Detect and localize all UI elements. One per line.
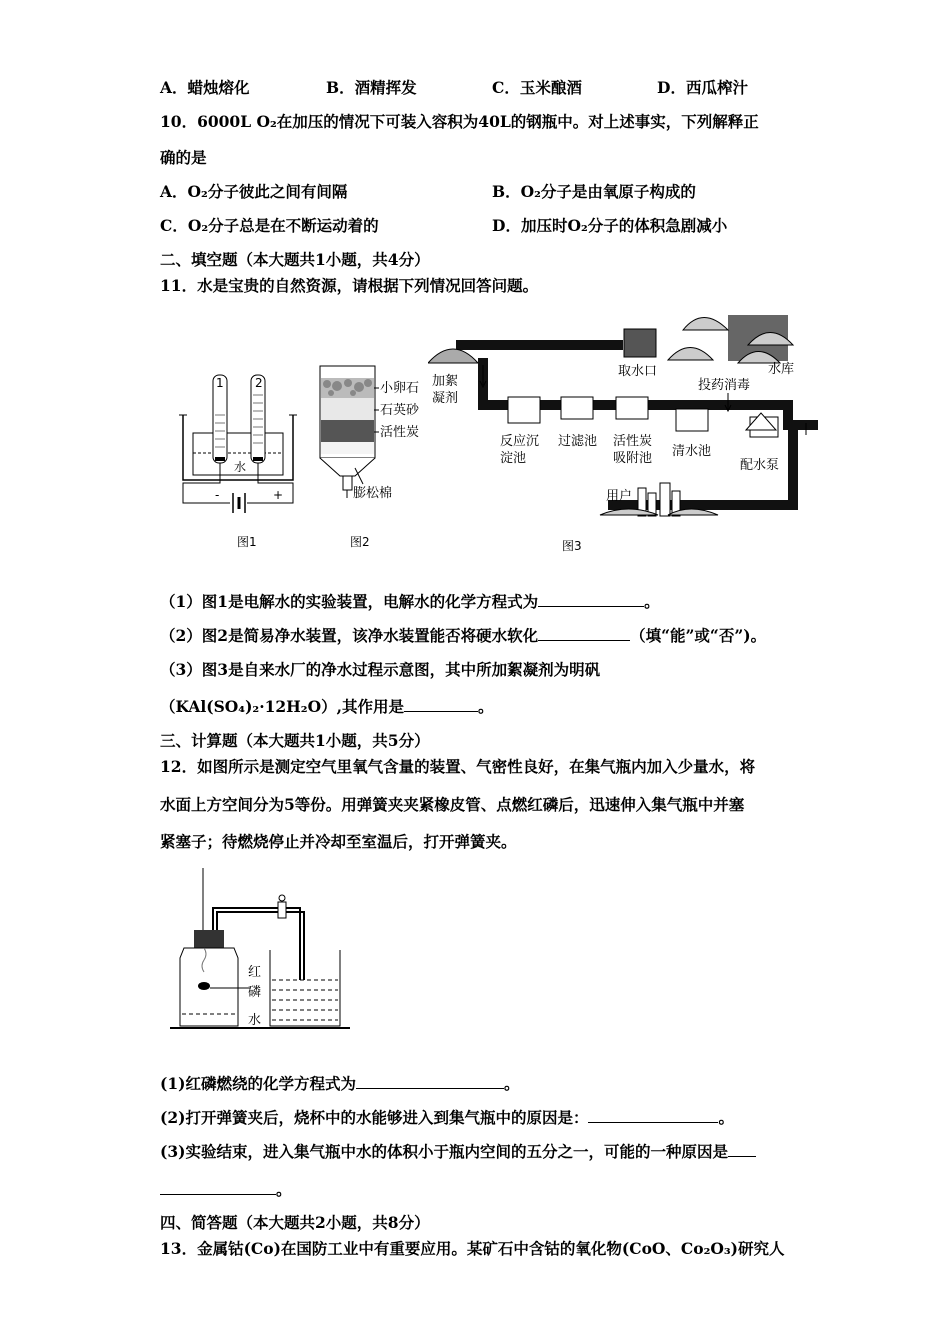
fig1-minus-label: - — [215, 488, 220, 502]
fig1-caption: 图1 — [237, 535, 257, 549]
q12-part1-blank[interactable] — [356, 1074, 504, 1089]
q12-part1: (1)红磷燃绕的化学方程式为 。 — [160, 1074, 520, 1093]
q11-part1-blank[interactable] — [538, 592, 644, 607]
fig3-intake-label: 取水口 — [618, 364, 658, 379]
fig1-tube1-label: 1 — [216, 376, 224, 390]
q10-option-d: D．加压时O₂分子的体积急剧减小 — [492, 216, 728, 235]
fig3-user-label: 用户 — [606, 489, 633, 504]
q12-label-phosphorus: 磷 — [248, 985, 262, 1000]
q12-label-water: 水 — [248, 1013, 262, 1028]
q11-part3-blank[interactable] — [404, 697, 478, 712]
fig3-caption: 图3 — [562, 539, 582, 553]
q10-option-b: B．O₂分子是由氧原子构成的 — [492, 182, 696, 201]
fig1-water-label: 水 — [234, 460, 247, 474]
fig3-reaction-label-2: 淀池 — [500, 451, 527, 466]
fig2-purifier-diagram — [315, 358, 435, 553]
fig3-carbon-label-1: 活性炭 — [613, 434, 653, 449]
q10-option-a: A．O₂分子彼此之间有间隔 — [160, 182, 348, 201]
fig2-pebble-label: 小卵石 — [380, 381, 420, 396]
q12-part2-blank[interactable] — [588, 1108, 718, 1123]
fig3-disinfect-label: 投药消毒 — [698, 378, 751, 393]
q11-part1: （1）图1是电解水的实验装置，电解水的化学方程式为 。 — [160, 592, 660, 611]
section3-title: 三、计算题（本大题共1小题，共5分） — [160, 731, 430, 750]
fig3-reaction-label-1: 反应沉 — [500, 434, 540, 449]
q12-part2: (2)打开弹簧夹后，烧杯中的水能够进入到集气瓶中的原因是： 。 — [160, 1108, 734, 1127]
fig1-plus-label: + — [273, 488, 284, 502]
q11-part2: （2）图2是简易净水装置，该净水装置能否将硬水软化 （填“能”或“否”)。 — [160, 626, 767, 645]
fig3-filter-label: 过滤池 — [558, 434, 598, 449]
fig3-coagulant-label-2: 凝剂 — [432, 391, 459, 406]
fig1-tube2-label: 2 — [255, 376, 263, 390]
fig2-carbon-label: 活性炭 — [380, 425, 420, 440]
q12-label-red: 红 — [248, 965, 262, 980]
fig3-pump-label: 配水泵 — [740, 458, 780, 473]
q10-stem-line2: 确的是 — [160, 148, 207, 167]
q13-stem: 13．金属钴(Co)在国防工业中有重要应用。某矿石中含钴的氧化物(CoO、Co₂O₃)研究人 — [160, 1239, 785, 1258]
q11-part3-formula: （KAl(SO₄)₂·12H₂O）,其作用是 。 — [160, 697, 494, 716]
q12-stem-line3: 紧塞子；待燃烧停止并冷却至室温后，打开弹簧夹。 — [160, 832, 517, 851]
fig3-clear-label: 清水池 — [672, 444, 712, 459]
q11-part2-blank[interactable] — [538, 626, 630, 641]
section2-title: 二、填空题（本大题共1小题，共4分） — [160, 250, 430, 269]
q12-apparatus-diagram — [170, 868, 360, 1038]
fig3-coagulant-label-1: 加絮 — [432, 374, 459, 389]
fig3-carbon-label-2: 吸附池 — [613, 451, 653, 466]
fig2-sand-label: 石英砂 — [380, 403, 420, 418]
q10-option-c: C．O₂分子总是在不断运动着的 — [160, 216, 379, 235]
q10-stem-line1: 10．6000L O₂在加压的情况下可装入容积为40L的钢瓶中。对上述事实，下列解释正 — [160, 112, 759, 131]
q9-option-d: D．西瓜榨汁 — [657, 78, 748, 97]
q12-stem-line2: 水面上方空间分为5等份。用弹簧夹夹紧橡皮管、点燃红磷后，迅速伸入集气瓶中并塞 — [160, 795, 745, 814]
q12-part3-blank-b[interactable] — [160, 1180, 276, 1195]
q12-part3-blank-a[interactable] — [728, 1142, 756, 1157]
q12-part3-continued: 。 — [160, 1180, 292, 1200]
fig2-caption: 图2 — [350, 535, 370, 549]
q11-part3: （3）图3是自来水厂的净水过程示意图，其中所加絮凝剂为明矾 — [160, 660, 601, 679]
q9-option-a: A．蜡烛熔化 — [160, 78, 250, 97]
q12-part3: (3)实验结束，进入集气瓶中水的体积小于瓶内空间的五分之一，可能的一种原因是 — [160, 1142, 756, 1162]
fig3-reservoir-label: 水库 — [768, 362, 795, 377]
fig2-cotton-label: 膨松棉 — [353, 486, 393, 501]
q11-stem: 11．水是宝贵的自然资源，请根据下列情况回答问题。 — [160, 276, 539, 295]
fig3-waterworks-diagram — [428, 305, 818, 560]
q9-option-c: C．玉米酿酒 — [492, 78, 582, 97]
q12-stem-line1: 12．如图所示是测定空气里氧气含量的装置、气密性良好，在集气瓶内加入少量水，将 — [160, 757, 756, 776]
fig1-electrolysis-diagram — [175, 365, 305, 555]
section4-title: 四、简答题（本大题共2小题，共8分） — [160, 1213, 430, 1232]
q9-option-b: B．酒精挥发 — [326, 78, 417, 97]
